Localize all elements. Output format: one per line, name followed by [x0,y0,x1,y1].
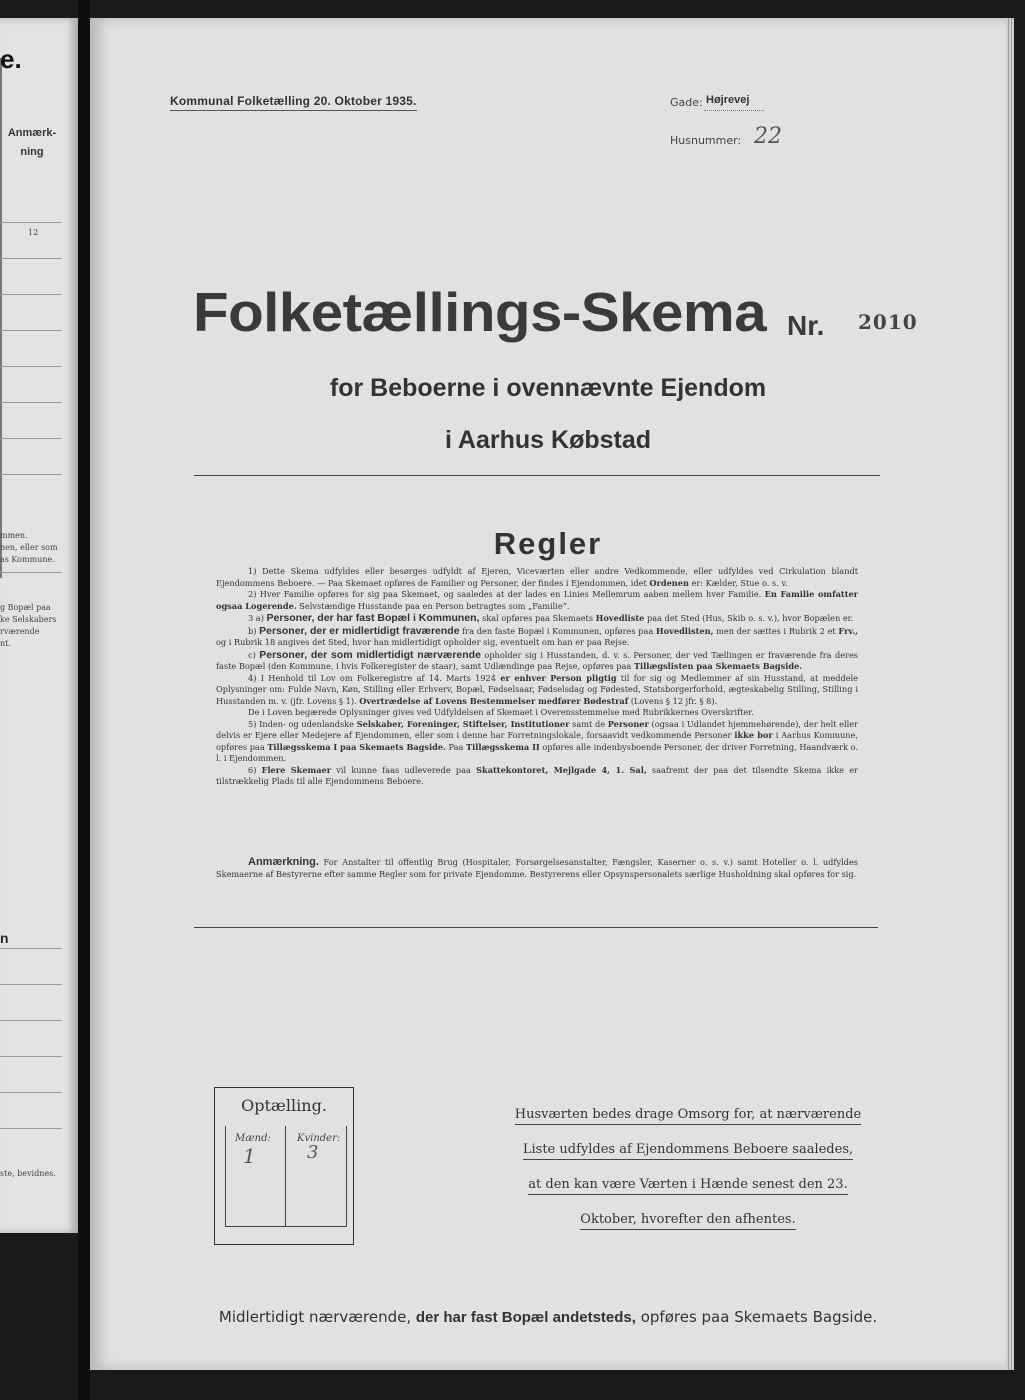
women-label: Kvinder: [297,1133,341,1144]
left-page-rule [0,1128,62,1129]
men-label: Mænd: [235,1133,271,1144]
left-page-marker: n [0,930,9,946]
rules-heading: Regler [493,526,603,561]
left-page-rule [0,984,62,985]
divider [194,475,880,476]
left-page-note: g Bopæl paa ke Selskabers rværende nt. [0,603,57,648]
left-page-rule [0,330,62,331]
divider [194,927,878,928]
left-page-rule [0,474,62,475]
tally-divider [285,1126,286,1227]
left-page-rule [0,222,62,223]
left-page-rule [0,948,62,949]
notice-line: Oktober, hvorefter den afhentes. [580,1211,795,1230]
left-page [0,18,78,1233]
left-page-rule [0,294,62,295]
rule-2: 2) Hver Familie opføres for sig paa Skemaet, og saaledes at der lades en Linies Mellemrum aaben mellem hver Familie. En Familie omfatter ogsaa Logerende. Selvstændige Husstande paa en Person betragtes som „Familie“. [216,589,858,611]
left-page-rule [0,1056,62,1057]
census-form-page [90,18,1006,1370]
tally-box [214,1087,354,1245]
remark-text [216,856,858,880]
landlord-notice [510,1098,866,1238]
men-count: 1 [243,1144,256,1168]
tally-title: Optælling. [241,1096,327,1115]
left-page-rule [0,366,62,367]
street-field-line [704,110,764,111]
rule-4-continued: De i Loven begærede Oplysninger gives ved Udfyldelsen af Skemaet i Overensstemmelse med Rubrikkernes Overskrifter. [248,707,754,717]
house-number-label: Husnummer: [670,134,742,147]
street-label: Gade: [670,96,703,109]
rule-5: 5) Inden- og udenlandske Selskaber, Foreninger, Stiftelser, Institutioner samt de Personer (ogsaa i Udlandet hjemmehørende), der helt eller delvis er Ejere eller Medejere af Ejendommen, eller som i denne har Forretningslokale, forsaavidt vedkommende Personer ikke bor i Aarhus Kommune, opføres paa Tillægsskema I paa Skemaets Bagside. Paa Tillægsskema II opføres alle indenbysboende Personer, der driver Forretning, Haandværk o. l. i Ejendommen. [216,718,859,763]
left-page-title: e. [0,44,22,74]
women-count: 3 [307,1142,319,1163]
rule-3b: b) Personer, der er midlertidigt fraværende fra den faste Bopæl i Kommunen, opføres paa Hovedlisten, men der sættes i Rubrik 2 et Frv., og i Rubrik 18 angives det Sted, hvor han midlertidigt opholder sig, eventuelt om han er paa Rejse. [216,624,859,647]
notice-line: Husværten bedes drage Omsorg for, at nærværende [515,1106,861,1125]
left-page-note: mmen. nen, eller som as Kommune. [0,531,58,564]
left-page-rule [0,572,62,573]
rule-3c: c) Personer, der som midlertidigt nærværende opholder sig i Husstanden, d. v. s. Personer, der ved Tællingen er fraværende fra deres faste Bopæl (den Kommune, i hvis Folkeregister de staar), samt Udlændinge paa Rejse, opføres paa Tillægslisten paa Skemaets Bagside. [216,648,859,671]
left-page-rule [0,1092,62,1093]
left-page-rule [0,1020,62,1021]
rules-text [216,566,858,788]
left-page-rule [0,438,62,439]
remark-body: For Anstalter til offentlig Brug (Hospitaler, Forsørgelsesanstalter, Fængsler, Kaserner o. s. v.) samt Hoteller o. l. udfyldes Skemaerne af Bestyrerne efter samme Regler som for private Ejendomme. Bestyrerens eller Opsynspersonalets særlige Husholdning skal opføres for sig. [216,857,858,879]
form-subtitle: for Beboerne i ovennævnte Ejendom [329,374,767,402]
form-subtitle-location: i Aarhus Købstad [444,426,652,454]
rule-6: 6) Flere Skemaer vil kunne faas udleverede paa Skattekontoret, Mejlgade 4, 1. Sal, saafremt der paa det tilsendte Skema ikke er tilstrækkelig Plads til alle Ejendommens Beboere. [216,764,859,786]
census-header: Kommunal Folketælling 20. Oktober 1935. [170,94,417,111]
rule-1: 1) Dette Skema udfyldes eller besørges udfyldt af Ejeren, Viceværten eller andre Vedkommende, eller udfyldes ved Cirkulation blandt Ejendommens Beboere. — Paa Skemaet opføres de Familier og Personer, der findes i Ejendommen, idet Ordenen er: Kælder, Stue o. s. v. [216,566,858,588]
left-page-note: ste, bevidnes. [0,1169,56,1178]
left-page-column-header: Anmærk- ning [7,127,57,158]
notice-line: Liste udfyldes af Ejendommens Beboere saaledes, [523,1141,853,1160]
street-value: Højrevej [706,94,750,106]
notice-line: at den kan være Værten i Hænde senest den 23. [528,1176,847,1195]
left-page-rule [0,258,62,259]
footer-note: Midlertidigt nærværende, der har fast Bopæl andetsteds, opføres paa Skemaets Bagside. [218,1308,878,1326]
form-number: 2010 [858,310,918,334]
remark-label: Anmærkning. [248,856,319,868]
rule-4: 4) I Henhold til Lov om Folkeregistre af 14. Marts 1924 er enhver Person pligtig til for sig og Medlemmer af sin Husstand, at meddele Oplysninger om: Fulde Navn, Køn, Stilling eller Erhverv, Bopæl, Fødselsaar, Fødselsdag og Fødested, Statsborgerforhold, ægteskabelig Stilling, Stilling i Husstanden m. v. (jfr. Lovens § 1). Overtrædelse af Lovens Bestemmelser medfører Bødestraf (Lovens § 12 jfr. § 8). [216,672,859,706]
left-page-rule [0,402,62,403]
house-number-value: 22 [754,124,782,149]
left-page-border [0,58,2,578]
left-page-column-number: 12 [28,228,39,237]
book-binding [78,0,90,1400]
rule-3a: 3 a) Personer, der har fast Bopæl i Kommunen, skal opføres paa Skemaets Hovedliste paa det Sted (Hus, Skib o. s. v.), hvor Bopælen er. [248,612,854,624]
form-number-label: Nr. [787,310,825,341]
form-title: Folketællings-Skema [193,281,767,343]
